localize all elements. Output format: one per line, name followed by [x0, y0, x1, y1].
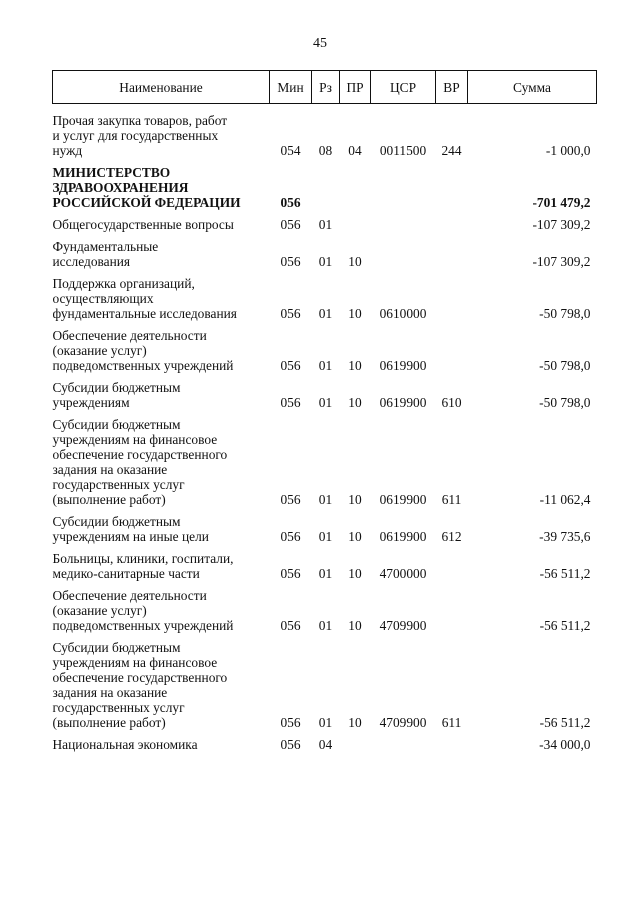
cell-name	[53, 373, 270, 410]
cell-pr: 10	[348, 254, 362, 269]
cell-name-line: учреждениям на иные цели	[52, 529, 209, 544]
cell-sum: -701 479,2	[532, 195, 591, 210]
cell-name	[53, 507, 270, 544]
cell-csr: 0011500	[379, 143, 427, 158]
cell-name	[53, 232, 270, 269]
cell-rz: 01	[318, 566, 333, 581]
table-row	[53, 730, 597, 752]
cell-csr: 4700000	[379, 566, 427, 581]
cell-min: 056	[280, 492, 301, 507]
table-header	[53, 71, 597, 104]
table-row	[53, 581, 597, 633]
cell-name-line: Обеспечение деятельности	[52, 328, 207, 343]
header-pr: ПР	[340, 71, 371, 104]
cell-sum: -34 000,0	[539, 737, 591, 752]
cell-name-line: государственных услуг	[52, 477, 185, 492]
cell-name	[53, 269, 270, 321]
cell-name	[53, 581, 270, 633]
cell-name-line: Прочая закупка товаров, работ	[52, 113, 228, 128]
header-sum: Сумма	[468, 71, 597, 104]
cell-name-line: государственных услуг	[52, 700, 185, 715]
cell-sum: -56 511,2	[539, 715, 591, 730]
cell-name-line: осуществляющих	[52, 291, 154, 306]
cell-rz: 01	[318, 492, 333, 507]
cell-csr	[371, 232, 436, 269]
cell-csr: 0619900	[379, 358, 427, 373]
cell-sum: -50 798,0	[539, 358, 591, 373]
cell-pr: 10	[348, 618, 362, 633]
cell-rz: 01	[318, 217, 333, 232]
cell-name-line: нужд	[52, 143, 83, 158]
cell-name	[53, 410, 270, 507]
table-body	[53, 104, 597, 753]
cell-min: 056	[280, 618, 301, 633]
cell-name-line: подведомственных учреждений	[52, 618, 234, 633]
cell-name-line: Субсидии бюджетным	[52, 417, 181, 432]
cell-sum: -56 511,2	[539, 618, 591, 633]
cell-name	[53, 544, 270, 581]
table-row	[53, 373, 597, 410]
table-row	[53, 210, 597, 232]
cell-name-line: учреждениям на финансовое	[52, 432, 218, 447]
cell-rz: 04	[318, 737, 333, 752]
cell-rz: 08	[318, 143, 333, 158]
cell-name-line: Обеспечение деятельности	[52, 588, 207, 603]
cell-rz: 01	[318, 254, 333, 269]
cell-rz	[312, 158, 340, 210]
cell-name	[53, 104, 270, 159]
cell-sum: -11 062,4	[539, 492, 591, 507]
cell-csr	[371, 158, 436, 210]
cell-min: 054	[280, 143, 301, 158]
cell-pr	[340, 730, 371, 752]
cell-name-line: Субсидии бюджетным	[52, 380, 181, 395]
cell-name-line: задания на оказание	[52, 462, 168, 477]
cell-pr: 04	[348, 143, 362, 158]
table-row	[53, 158, 597, 210]
cell-csr	[371, 730, 436, 752]
cell-name-line: подведомственных учреждений	[52, 358, 234, 373]
cell-vr	[436, 581, 468, 633]
cell-rz: 01	[318, 618, 333, 633]
cell-csr: 0610000	[379, 306, 427, 321]
cell-vr	[436, 544, 468, 581]
cell-pr: 10	[348, 358, 362, 373]
cell-vr: 610	[441, 395, 462, 410]
cell-csr: 4709900	[379, 715, 427, 730]
cell-name-line: учреждениям на финансовое	[52, 655, 218, 670]
cell-name-line: Национальная экономика	[52, 737, 198, 752]
cell-name	[53, 730, 270, 752]
cell-csr	[371, 210, 436, 232]
cell-name-line: обеспечение государственного	[52, 670, 228, 685]
cell-rz: 01	[318, 306, 333, 321]
cell-sum: -107 309,2	[532, 217, 591, 232]
cell-sum: -107 309,2	[532, 254, 591, 269]
cell-vr: 612	[441, 529, 462, 544]
cell-vr	[436, 730, 468, 752]
cell-csr: 0619900	[379, 529, 427, 544]
cell-min: 056	[280, 737, 301, 752]
cell-name-line: Поддержка организаций,	[52, 276, 195, 291]
table-row	[53, 269, 597, 321]
cell-name-line: ЗДРАВООХРАНЕНИЯ	[52, 180, 189, 195]
cell-min: 056	[280, 217, 301, 232]
cell-name-line: Общегосударственные вопросы	[52, 217, 234, 232]
cell-name-line: Субсидии бюджетным	[52, 640, 181, 655]
cell-name-line: РОССИЙСКОЙ ФЕДЕРАЦИИ	[52, 195, 241, 210]
budget-table	[52, 70, 597, 752]
cell-csr: 0619900	[379, 395, 427, 410]
table-row	[53, 321, 597, 373]
cell-name-line: медико-санитарные части	[52, 566, 200, 581]
cell-name-line: (выполнение работ)	[52, 492, 166, 507]
cell-vr: 244	[441, 143, 462, 158]
cell-rz: 01	[318, 715, 333, 730]
cell-name-line: (выполнение работ)	[52, 715, 166, 730]
header-name: Наименование	[53, 71, 270, 104]
header-vr: ВР	[436, 71, 468, 104]
cell-name-line: Фундаментальные	[52, 239, 159, 254]
cell-name-line: исследования	[52, 254, 131, 269]
cell-name-line: Больницы, клиники, госпитали,	[52, 551, 234, 566]
cell-csr: 4709900	[379, 618, 427, 633]
cell-name-line: и услуг для государственных	[52, 128, 219, 143]
cell-name-line: учреждениям	[52, 395, 130, 410]
cell-pr: 10	[348, 715, 362, 730]
cell-pr	[340, 158, 371, 210]
cell-min: 056	[280, 529, 301, 544]
table-row	[53, 232, 597, 269]
cell-name-line: (оказание услуг)	[52, 343, 147, 358]
cell-vr	[436, 321, 468, 373]
cell-min: 056	[280, 566, 301, 581]
cell-sum: -1 000,0	[545, 143, 591, 158]
cell-min: 056	[280, 195, 301, 210]
cell-vr	[436, 210, 468, 232]
cell-sum: -50 798,0	[539, 306, 591, 321]
table-row	[53, 410, 597, 507]
cell-pr: 10	[348, 395, 362, 410]
table-row	[53, 507, 597, 544]
cell-csr: 0619900	[379, 492, 427, 507]
header-csr: ЦСР	[371, 71, 436, 104]
cell-min: 056	[280, 254, 301, 269]
cell-min: 056	[280, 395, 301, 410]
cell-pr: 10	[348, 492, 362, 507]
cell-min: 056	[280, 358, 301, 373]
page-number: 45	[313, 36, 327, 51]
cell-vr	[436, 158, 468, 210]
cell-rz: 01	[318, 529, 333, 544]
cell-pr: 10	[348, 306, 362, 321]
cell-sum: -39 735,6	[539, 529, 591, 544]
cell-name-line: фундаментальные исследования	[52, 306, 237, 321]
cell-name	[53, 321, 270, 373]
cell-rz: 01	[318, 395, 333, 410]
cell-min: 056	[280, 306, 301, 321]
cell-name-line: задания на оказание	[52, 685, 168, 700]
cell-sum: -50 798,0	[539, 395, 591, 410]
cell-name	[53, 210, 270, 232]
cell-rz: 01	[318, 358, 333, 373]
header-min: Мин	[270, 71, 312, 104]
cell-sum: -56 511,2	[539, 566, 591, 581]
cell-name-line: (оказание услуг)	[52, 603, 147, 618]
header-rz: Рз	[312, 71, 340, 104]
cell-min: 056	[280, 715, 301, 730]
cell-pr: 10	[348, 529, 362, 544]
cell-pr: 10	[348, 566, 362, 581]
cell-pr	[340, 210, 371, 232]
cell-name-line: МИНИСТЕРСТВО	[52, 165, 171, 180]
cell-vr: 611	[441, 492, 462, 507]
cell-vr	[436, 232, 468, 269]
cell-name-line: обеспечение государственного	[52, 447, 228, 462]
table-row	[53, 104, 597, 159]
table-row	[53, 544, 597, 581]
cell-vr: 611	[441, 715, 462, 730]
cell-name-line: Субсидии бюджетным	[52, 514, 181, 529]
cell-name	[53, 633, 270, 730]
cell-name	[53, 158, 270, 210]
table-row	[53, 633, 597, 730]
cell-vr	[436, 269, 468, 321]
